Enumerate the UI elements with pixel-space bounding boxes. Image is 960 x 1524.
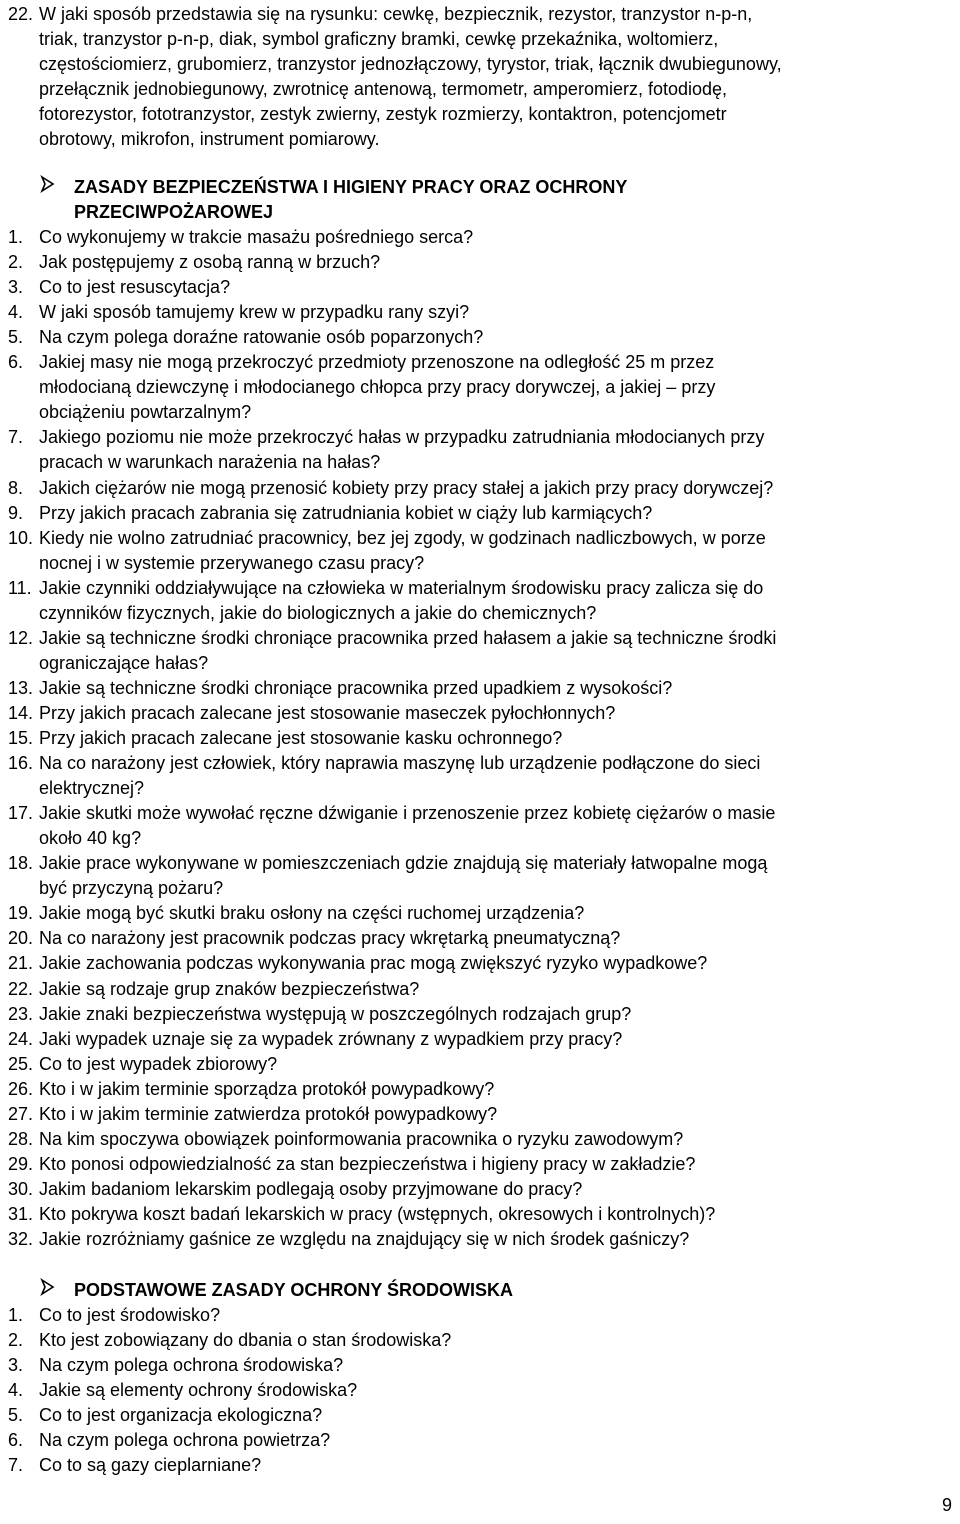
question-text: Jakie są elementy ochrony środowiska? bbox=[39, 1380, 358, 1401]
question-text: Na czym polega doraźne ratowanie osób poparzonych? bbox=[39, 327, 484, 348]
question-text: Jakie mogą być skutki braku osłony na części ruchomej urządzenia? bbox=[39, 903, 585, 924]
question-text: ograniczające hałas? bbox=[39, 652, 209, 673]
question-text: Co to jest organizacja ekologiczna? bbox=[39, 1405, 323, 1426]
question-text: Jakie są techniczne środki chroniące pracownika przed hałasem a jakie są techniczne środki bbox=[39, 627, 777, 648]
question-number: 2. bbox=[8, 1330, 24, 1351]
question-text: obciążeniu powtarzalnym? bbox=[39, 402, 252, 423]
question-text: Na kim spoczywa obowiązek poinformowania pracownika o ryzyku zawodowym? bbox=[39, 1128, 684, 1149]
question-text: Na czym polega ochrona środowiska? bbox=[39, 1355, 344, 1376]
section-heading-text: PODSTAWOWE ZASADY OCHRONY ŚRODOWISKA bbox=[74, 1280, 514, 1300]
question-text: Jakie są techniczne środki chroniące pracownika przed upadkiem z wysokości? bbox=[39, 677, 673, 698]
question-text: Na co narażony jest człowiek, który naprawia maszynę lub urządzenie podłączone do sieci bbox=[39, 753, 761, 774]
question-number: 8. bbox=[8, 477, 24, 498]
question-number: 24. bbox=[8, 1028, 34, 1049]
question-number: 28. bbox=[8, 1128, 34, 1149]
question-text: Jakie skutki może wywołać ręczne dźwiganie i przenoszenie przez kobietę ciężarów o masie bbox=[39, 803, 776, 824]
question-number: 5. bbox=[8, 1405, 24, 1426]
question-number: 1. bbox=[8, 227, 24, 247]
question-text: Kto pokrywa koszt badań lekarskich w pracy (wstępnych, okresowych i kontrolnych)? bbox=[39, 1203, 716, 1224]
section-heading-text: ZASADY BEZPIECZEŃSTWA I HIGIENY PRACY ORAZ OCHRONY bbox=[74, 177, 628, 197]
arrowhead-outline-icon bbox=[40, 1278, 60, 1303]
question-number: 18. bbox=[8, 853, 34, 874]
question-text: Jakie są rodzaje grup znaków bezpieczeństwa? bbox=[39, 978, 420, 999]
question-text: Jaki wypadek uznaje się za wypadek zrównany z wypadkiem przy pracy? bbox=[39, 1028, 623, 1049]
question-number: 13. bbox=[8, 677, 34, 698]
question-text: Co to jest wypadek zbiorowy? bbox=[39, 1053, 278, 1074]
section-heading-text: PRZECIWPOŻAROWEJ bbox=[74, 202, 274, 222]
question-number: 12. bbox=[8, 627, 34, 648]
question-text: młodocianą dziewczynę i młodocianego chłopca przy pracy dorywczej, a jakiej – przy bbox=[39, 377, 716, 398]
question-number: 27. bbox=[8, 1103, 34, 1124]
question-number: 15. bbox=[8, 728, 34, 748]
question-number: 25. bbox=[8, 1053, 34, 1074]
question-number: 4. bbox=[8, 302, 24, 323]
question-number: 21. bbox=[8, 953, 34, 974]
question-number: 17. bbox=[8, 803, 34, 824]
question-text: Jakie znaki bezpieczeństwa występują w poszczególnych rodzajach grup? bbox=[39, 1003, 632, 1024]
intro-question-line: przełącznik jednobiegunowy, zwrotnicę antenową, termometr, amperomierz, fotodiodę, bbox=[39, 79, 728, 99]
question-text: Na co narażony jest pracownik podczas pracy wkrętarką pneumatyczną? bbox=[39, 928, 621, 949]
question-number: 26. bbox=[8, 1078, 34, 1099]
question-text: być przyczyną pożaru? bbox=[39, 878, 224, 899]
question-text: Jak postępujemy z osobą ranną w brzuch? bbox=[39, 252, 381, 273]
question-text: Kto ponosi odpowiedzialność za stan bezpieczeństwa i higieny pracy w zakładzie? bbox=[39, 1153, 696, 1174]
question-number: 16. bbox=[8, 753, 34, 774]
question-number: 1. bbox=[8, 1305, 24, 1325]
question-text: Kiedy nie wolno zatrudniać pracownicy, bez jej zgody, w godzinach nadliczbowych, w porze bbox=[39, 527, 766, 548]
question-number: 11. bbox=[8, 577, 32, 598]
question-number: 32. bbox=[8, 1229, 34, 1249]
intro-question-number: 22. bbox=[8, 4, 34, 24]
intro-question-line: fotorezystor, fototranzystor, zestyk zwierny, zestyk rozmierzy, kontaktron, potencjometr bbox=[39, 104, 727, 124]
question-text: Co to jest środowisko? bbox=[39, 1305, 221, 1325]
question-text: Co wykonujemy w trakcie masażu pośredniego serca? bbox=[39, 227, 474, 247]
question-text: W jaki sposób tamujemy krew w przypadku rany szyi? bbox=[39, 302, 470, 323]
question-text: Kto i w jakim terminie sporządza protokół powypadkowy? bbox=[39, 1078, 495, 1099]
intro-question-line: W jaki sposób przedstawia się na rysunku: cewkę, bezpiecznik, rezystor, tranzystor n-p-n, bbox=[39, 4, 753, 24]
question-number: 6. bbox=[8, 352, 24, 373]
question-text: Jakie zachowania podczas wykonywania prac mogą zwiększyć ryzyko wypadkowe? bbox=[39, 953, 708, 974]
question-number: 3. bbox=[8, 277, 24, 298]
question-text: Przy jakich pracach zalecane jest stosowanie kasku ochronnego? bbox=[39, 728, 563, 748]
question-text: elektrycznej? bbox=[39, 778, 145, 799]
page-number: 9 bbox=[941, 1495, 952, 1515]
question-text: nocnej i w systemie przerywanego czasu pracy? bbox=[39, 552, 425, 573]
question-text: pracach w warunkach narażenia na hałas? bbox=[39, 452, 381, 473]
question-number: 30. bbox=[8, 1178, 34, 1199]
question-text: Przy jakich pracach zabrania się zatrudniania kobiet w ciąży lub karmiących? bbox=[39, 502, 653, 523]
question-number: 3. bbox=[8, 1355, 24, 1376]
question-number: 19. bbox=[8, 903, 34, 924]
question-number: 7. bbox=[8, 427, 24, 448]
question-text: Jakich ciężarów nie mogą przenosić kobiety przy pracy stałej a jakich przy pracy dorywczej? bbox=[39, 477, 774, 498]
question-number: 31. bbox=[8, 1203, 34, 1224]
question-text: Przy jakich pracach zalecane jest stosowanie maseczek pyłochłonnych? bbox=[39, 702, 616, 723]
question-text: Kto i w jakim terminie zatwierdza protokół powypadkowy? bbox=[39, 1103, 498, 1124]
question-number: 23. bbox=[8, 1003, 34, 1024]
question-text: czynników fizycznych, jakie do biologicznych a jakie do chemicznych? bbox=[39, 602, 597, 623]
question-number: 14. bbox=[8, 702, 34, 723]
question-text: Kto jest zobowiązany do dbania o stan środowiska? bbox=[39, 1330, 452, 1351]
question-number: 6. bbox=[8, 1430, 24, 1451]
intro-question-line: obrotowy, mikrofon, instrument pomiarowy. bbox=[39, 129, 380, 149]
question-text: Na czym polega ochrona powietrza? bbox=[39, 1430, 331, 1451]
question-number: 9. bbox=[8, 502, 24, 523]
question-text: Co to są gazy cieplarniane? bbox=[39, 1455, 262, 1476]
question-number: 20. bbox=[8, 928, 34, 949]
question-text: około 40 kg? bbox=[39, 828, 142, 849]
question-number: 5. bbox=[8, 327, 24, 348]
question-text: Co to jest resuscytacja? bbox=[39, 277, 231, 298]
intro-question-line: częstościomierz, grubomierz, tranzystor jednozłączowy, tyrystor, triak, łącznik dwubiegunowy, bbox=[39, 54, 782, 74]
question-text: Jakiej masy nie mogą przekroczyć przedmioty przenoszone na odległość 25 m przez bbox=[39, 352, 715, 373]
question-text: Jakim badaniom lekarskim podlegają osoby przyjmowane do pracy? bbox=[39, 1178, 583, 1199]
question-number: 7. bbox=[8, 1455, 24, 1476]
question-text: Jakie prace wykonywane w pomieszczeniach gdzie znajdują się materiały łatwopalne mogą bbox=[39, 853, 768, 874]
question-text: Jakie czynniki oddziaływujące na człowieka w materialnym środowisku pracy zalicza się do bbox=[39, 577, 764, 598]
question-number: 10. bbox=[8, 527, 34, 548]
question-number: 4. bbox=[8, 1380, 24, 1401]
question-text: Jakie rozróżniamy gaśnice ze względu na znajdujący się w nich środek gaśniczy? bbox=[39, 1229, 690, 1249]
question-number: 29. bbox=[8, 1153, 34, 1174]
intro-question-line: triak, tranzystor p-n-p, diak, symbol graficzny bramki, cewkę przekaźnika, woltomierz, bbox=[39, 29, 719, 49]
question-number: 2. bbox=[8, 252, 24, 273]
question-text: Jakiego poziomu nie może przekroczyć hałas w przypadku zatrudniania młodocianych przy bbox=[39, 427, 765, 448]
question-number: 22. bbox=[8, 978, 34, 999]
arrowhead-outline-icon bbox=[40, 175, 60, 200]
